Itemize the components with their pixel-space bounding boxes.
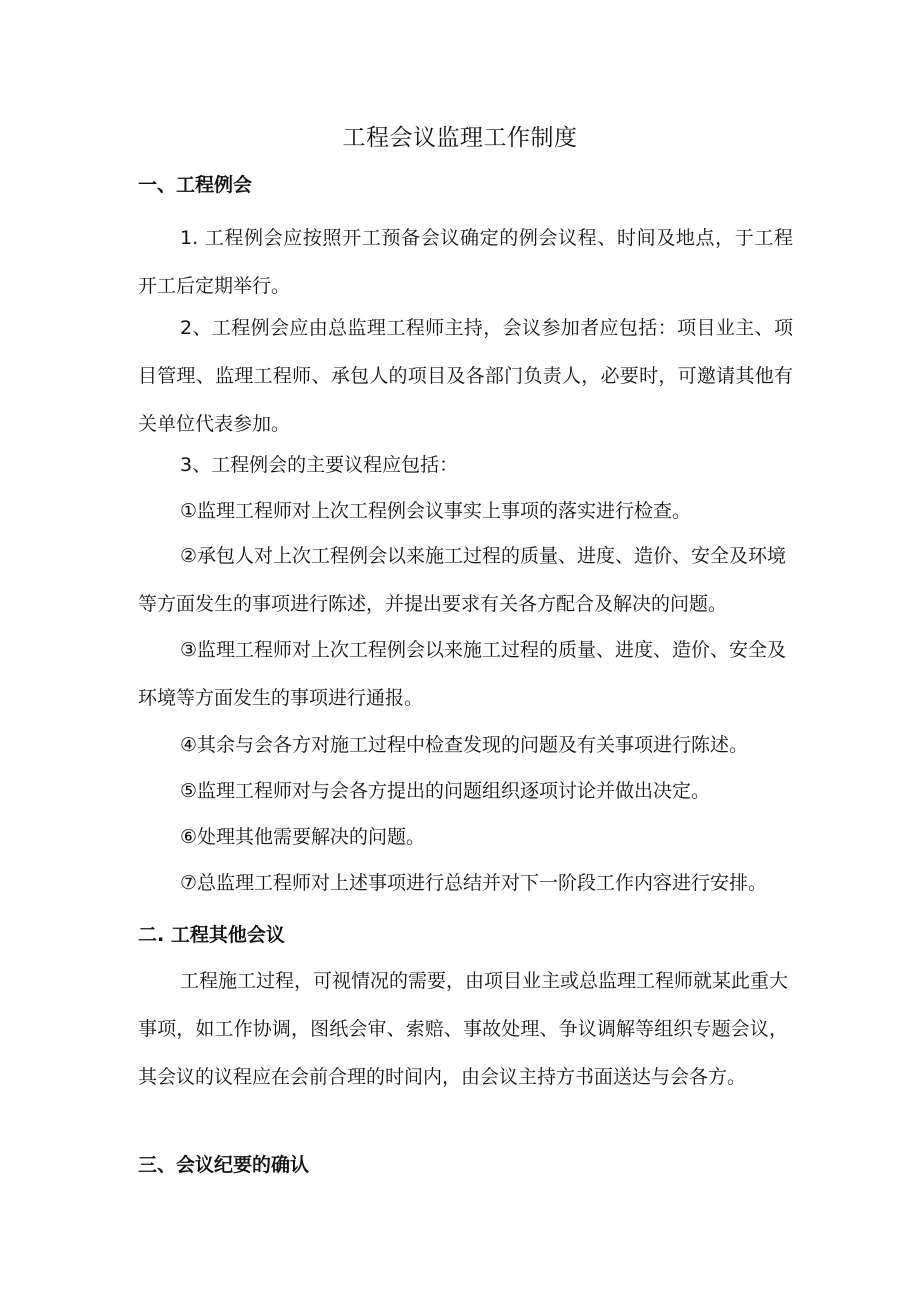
section-1-paragraph-1: 1. 工程例会应按照开工预备会议确定的例会议程、时间及地点，于工程开工后定期举行。 [138,227,793,297]
agenda-item-5: ⑤监理工程师对与会各方提出的问题组织逐项讨论并做出决定。 [180,780,711,802]
agenda-item-4: ④其余与会各方对施工过程中检查发现的问题及有关事项进行陈述。 [180,734,749,756]
section-2-heading: 二. 工程其他会议 [138,924,285,946]
agenda-item-1: ①监理工程师对上次工程例会议事实上事项的落实进行检查。 [180,500,692,522]
page-title: 工程会议监理工作制度 [342,125,578,151]
section-1-paragraph-2: 2、工程例会应由总监理工程师主持，会议参加者应包括：项目业主、项目管理、监理工程师、承包人的项目及各部门负责人，必要时，可邀请其他有关单位代表参加。 [138,317,793,435]
agenda-item-2: ②承包人对上次工程例会以来施工过程的质量、进度、造价、安全及环境等方面发生的事项进行陈述，并提出要求有关各方配合及解决的问题。 [138,545,787,615]
agenda-item-3: ③监理工程师对上次工程例会以来施工过程的质量、进度、造价、安全及环境等方面发生的事项进行通报。 [138,639,787,709]
agenda-item-6: ⑥处理其他需要解决的问题。 [180,826,426,848]
section-1-paragraph-3: 3、工程例会的主要议程应包括： [180,454,459,476]
section-1-heading: 一、工程例会 [138,174,253,196]
agenda-item-7: ⑦总监理工程师对上述事项进行总结并对下一阶段工作内容进行安排。 [180,872,768,894]
section-3-heading: 三、会议纪要的确认 [138,1154,310,1176]
section-2-paragraph-1: 工程施工过程，可视情况的需要，由项目业主或总监理工程师就某此重大事项，如工作协调，图纸会审、索赔、事故处理、争议调解等组织专题会议，其会议的议程应在会前合理的时间内，由会议主持方书面送达与会各方。 [138,970,789,1088]
